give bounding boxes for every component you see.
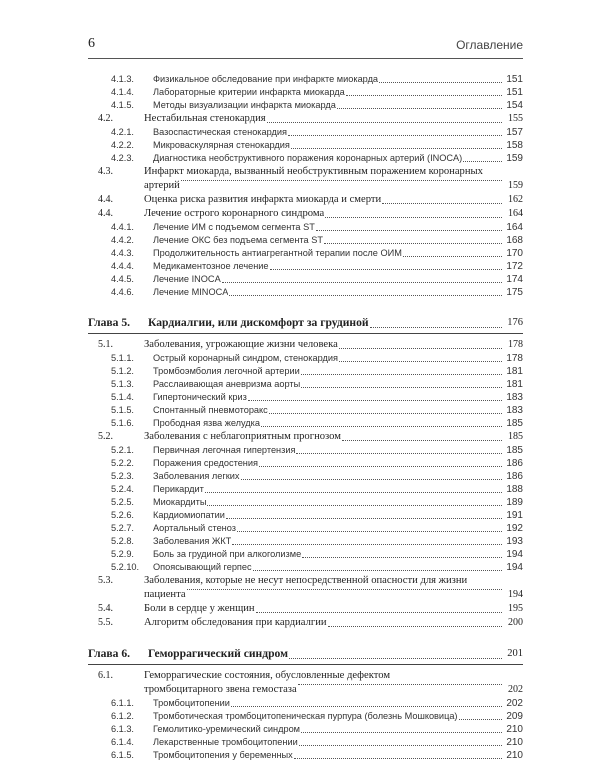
toc-page-number: 186 xyxy=(506,471,523,482)
toc-page-number: 185 xyxy=(506,418,523,429)
leader-dots xyxy=(237,530,502,532)
toc-number: 4.4.3. xyxy=(111,248,134,258)
toc-row xyxy=(88,430,523,444)
toc-page-number: 164 xyxy=(508,208,523,219)
toc-number: 4.4.6. xyxy=(111,287,134,297)
toc-page-number: 188 xyxy=(506,484,523,495)
leader-dots xyxy=(316,229,502,231)
toc-row xyxy=(88,457,523,470)
toc-number: 5.2.8. xyxy=(111,536,134,546)
toc-title: Кардиалгии, или дискомфорт за грудиной xyxy=(148,316,369,329)
toc-row-continued xyxy=(88,179,523,193)
leader-dots xyxy=(261,425,502,427)
toc-number: 4.1.5. xyxy=(111,100,134,110)
toc-subsection xyxy=(88,496,523,509)
toc-row xyxy=(88,522,523,535)
toc-number: 5.2. xyxy=(98,431,113,442)
toc-title: Острый коронарный синдром, стенокардия xyxy=(153,353,338,363)
toc-row xyxy=(88,391,523,404)
toc-number: 5.1.5. xyxy=(111,405,134,415)
toc-number: 5.1.1. xyxy=(111,353,134,363)
leader-dots xyxy=(459,718,503,720)
toc-title-continued: пациента xyxy=(144,589,186,600)
toc-title: Спонтанный пневмоторакс xyxy=(153,405,268,415)
leader-dots xyxy=(270,268,502,270)
toc-title: Лабораторные критерии инфаркта миокарда xyxy=(153,87,345,97)
toc-row xyxy=(88,669,523,683)
leader-dots xyxy=(232,543,502,545)
toc-number: 5.5. xyxy=(98,617,113,628)
toc-number: 6.1.4. xyxy=(111,737,134,747)
toc-page-number: 191 xyxy=(506,510,523,521)
toc-title: Тромботическая тромбоцитопеническая пурпура (болезнь Мошковица) xyxy=(153,711,458,721)
toc-title: Методы визуализации инфаркта миокарда xyxy=(153,100,336,110)
leader-dots xyxy=(325,216,502,218)
chapter-rule xyxy=(88,333,523,334)
toc-row xyxy=(88,697,523,710)
toc-page-number: 194 xyxy=(506,562,523,573)
toc-row xyxy=(88,73,523,86)
toc-page-number: 170 xyxy=(506,248,523,259)
toc-row xyxy=(88,152,523,165)
toc-number: 5.4. xyxy=(98,603,113,614)
toc-row xyxy=(88,723,523,736)
toc-row xyxy=(88,86,523,99)
toc-page-number: 186 xyxy=(506,458,523,469)
toc-title: Физикальное обследование при инфаркте миокарда xyxy=(153,74,379,84)
toc-number: 4.4.1. xyxy=(111,222,134,232)
toc-title: Перикардит xyxy=(153,484,204,494)
toc-row xyxy=(88,247,523,260)
leader-dots xyxy=(259,465,502,467)
leader-dots xyxy=(324,242,502,244)
toc-number: 5.1.2. xyxy=(111,366,134,376)
toc-chapter xyxy=(88,646,523,662)
toc-number: 5.1. xyxy=(98,339,113,350)
toc-title: Медикаментозное лечение xyxy=(153,261,269,271)
toc-row xyxy=(88,470,523,483)
toc-title: Лечение ОКС без подъема сегмента ST xyxy=(153,235,323,245)
toc-subsection xyxy=(88,221,523,234)
toc-page-number: 157 xyxy=(506,127,523,138)
toc-page-number: 176 xyxy=(507,317,523,328)
toc-row xyxy=(88,378,523,391)
leader-dots xyxy=(339,347,502,349)
toc-subsection xyxy=(88,260,523,273)
toc-page-number: 168 xyxy=(506,235,523,246)
toc-title: Первичная легочная гипертензия xyxy=(153,445,296,455)
toc-subsection xyxy=(88,365,523,378)
toc-number: 4.2.1. xyxy=(111,127,134,137)
toc-title: Тромбоэмболия легочной артерии xyxy=(153,366,300,376)
toc-row xyxy=(88,99,523,112)
toc-number: 6.1. xyxy=(98,670,113,681)
toc-page-number: 183 xyxy=(506,405,523,416)
toc-number: Глава 6. xyxy=(88,647,131,660)
toc-number: 4.1.3. xyxy=(111,74,134,84)
toc-number: 6.1.1. xyxy=(111,698,134,708)
toc-row xyxy=(88,548,523,561)
leader-dots xyxy=(302,556,502,558)
toc-section xyxy=(88,338,523,352)
toc-row xyxy=(88,602,523,616)
toc-title-continued: артерий xyxy=(144,180,180,191)
toc-subsection xyxy=(88,470,523,483)
toc-title: Алгоритм обследования при кардиалгии xyxy=(144,617,327,628)
toc-title: Диагностика необструктивного поражения коронарных артерий (INOCA) xyxy=(153,153,463,163)
leader-dots xyxy=(207,504,502,506)
toc-page-number: 183 xyxy=(506,392,523,403)
toc-row xyxy=(88,139,523,152)
toc-subsection xyxy=(88,73,523,86)
leader-dots xyxy=(301,386,502,388)
toc-page-number: 201 xyxy=(507,648,523,659)
chapter-spacer xyxy=(88,299,523,315)
toc-title: Лечение INOCA xyxy=(153,274,221,284)
toc-title: Тромбоцитопения у беременных xyxy=(153,750,293,760)
toc-title: Геморрагический синдром xyxy=(148,647,289,660)
toc-page-number: 175 xyxy=(506,287,523,298)
toc-page-number: 172 xyxy=(506,261,523,272)
leader-dots xyxy=(231,705,502,707)
leader-dots xyxy=(339,360,502,362)
toc-row xyxy=(88,234,523,247)
toc-number: 5.2.3. xyxy=(111,471,134,481)
leader-dots xyxy=(337,107,502,109)
toc-subsection xyxy=(88,139,523,152)
toc-title: Заболевания легких xyxy=(153,471,240,481)
toc-subsection xyxy=(88,457,523,470)
toc-subsection xyxy=(88,509,523,522)
toc-number: 5.2.5. xyxy=(111,497,134,507)
toc-title: Лечение острого коронарного синдрома xyxy=(144,208,325,219)
toc-subsection xyxy=(88,710,523,723)
toc-section xyxy=(88,207,523,221)
toc-number: 5.2.2. xyxy=(111,458,134,468)
toc-page-number: 202 xyxy=(508,684,523,695)
toc-number: 4.4. xyxy=(98,208,113,219)
toc-subsection xyxy=(88,352,523,365)
toc-title: Тромбоцитопении xyxy=(153,698,230,708)
toc-row xyxy=(88,260,523,273)
leader-dots xyxy=(296,452,502,454)
toc-row xyxy=(88,112,523,126)
toc-title: Боли в сердце у женщин xyxy=(144,603,255,614)
toc-subsection xyxy=(88,697,523,710)
toc-subsection xyxy=(88,417,523,430)
toc-title: Лечение MINOCA xyxy=(153,287,229,297)
toc-row xyxy=(88,365,523,378)
toc-number: 5.1.6. xyxy=(111,418,134,428)
leader-dots xyxy=(301,373,502,375)
toc-title: Геморрагические состояния, обусловленные дефектом xyxy=(144,670,391,681)
toc-section xyxy=(88,574,523,602)
toc-page-number: 185 xyxy=(508,431,523,442)
toc-row xyxy=(88,417,523,430)
toc-subsection xyxy=(88,723,523,736)
leader-dots xyxy=(267,121,502,123)
leader-dots xyxy=(289,657,502,659)
page-number: 6 xyxy=(88,36,95,51)
toc-number: 5.2.6. xyxy=(111,510,134,520)
toc-number: 4.2. xyxy=(98,113,113,124)
leader-dots xyxy=(463,160,502,162)
leader-dots xyxy=(298,683,502,685)
toc-title: Нестабильная стенокардия xyxy=(144,113,266,124)
toc-section xyxy=(88,112,523,126)
toc-row-continued xyxy=(88,683,523,697)
toc-row xyxy=(88,535,523,548)
leader-dots xyxy=(181,179,502,181)
toc-section xyxy=(88,193,523,207)
toc-page-number: 202 xyxy=(506,698,523,709)
leader-dots xyxy=(379,81,502,83)
toc-title-continued: тромбоцитарного звена гемостаза xyxy=(144,684,297,695)
chapter-rule xyxy=(88,664,523,665)
toc-title: Расслаивающая аневризма аорты xyxy=(153,379,301,389)
leader-dots xyxy=(370,326,502,328)
leader-dots xyxy=(301,731,502,733)
toc-number: 5.1.4. xyxy=(111,392,134,402)
toc-subsection xyxy=(88,86,523,99)
toc-row xyxy=(88,574,523,588)
leader-dots xyxy=(229,294,502,296)
leader-dots xyxy=(403,255,502,257)
toc-title: Гипертонический криз xyxy=(153,392,247,402)
toc-subsection xyxy=(88,286,523,299)
toc-subsection xyxy=(88,561,523,574)
toc-page-number: 209 xyxy=(506,711,523,722)
toc-title: Лечение ИМ с подъемом сегмента ST xyxy=(153,222,315,232)
toc-page-number: 194 xyxy=(508,589,523,600)
toc-title: Боль за грудиной при алкоголизме xyxy=(153,549,302,559)
page-header xyxy=(88,36,523,59)
toc-subsection xyxy=(88,444,523,457)
toc-subsection xyxy=(88,749,523,762)
toc-title: Кардиомиопатии xyxy=(153,510,225,520)
toc-title: Опоясывающий герпес xyxy=(153,562,252,572)
toc-subsection xyxy=(88,391,523,404)
leader-dots xyxy=(222,281,502,283)
toc-row xyxy=(88,444,523,457)
toc-row xyxy=(88,509,523,522)
toc-row xyxy=(88,561,523,574)
leader-dots xyxy=(342,439,502,441)
leader-dots xyxy=(346,94,502,96)
toc-page-number: 189 xyxy=(506,497,523,508)
toc-page-number: 185 xyxy=(506,445,523,456)
leader-dots xyxy=(269,412,502,414)
toc-page-number: 178 xyxy=(508,339,523,350)
toc-page-number: 200 xyxy=(508,617,523,628)
toc-number: 5.2.4. xyxy=(111,484,134,494)
toc-page-number: 159 xyxy=(508,180,523,191)
leader-dots xyxy=(328,625,502,627)
toc-number: 4.4.4. xyxy=(111,261,134,271)
toc-title: Гемолитико-уремический синдром xyxy=(153,724,300,734)
toc-row xyxy=(88,165,523,179)
toc-title: Миокардиты xyxy=(153,497,207,507)
toc-number: 5.2.7. xyxy=(111,523,134,533)
toc-row xyxy=(88,273,523,286)
toc-page-number: 174 xyxy=(506,274,523,285)
toc-subsection xyxy=(88,404,523,417)
toc-number: 6.1.3. xyxy=(111,724,134,734)
toc-page-number: 159 xyxy=(506,153,523,164)
toc-page-number: 210 xyxy=(506,750,523,761)
leader-dots xyxy=(241,478,503,480)
leader-dots xyxy=(187,588,502,590)
toc-page-number: 162 xyxy=(508,194,523,205)
toc-row xyxy=(88,483,523,496)
toc-title: Инфаркт миокарда, вызванный необструктивным поражением коронарных xyxy=(144,166,483,177)
running-title: Оглавление xyxy=(456,38,523,52)
toc-number: 4.3. xyxy=(98,166,113,177)
toc-row xyxy=(88,207,523,221)
toc-row xyxy=(88,126,523,139)
toc-subsection xyxy=(88,99,523,112)
toc-page-number: 181 xyxy=(506,366,523,377)
toc-title: Микроваскулярная стенокардия xyxy=(153,140,290,150)
toc-title: Поражения средостения xyxy=(153,458,258,468)
toc-subsection xyxy=(88,126,523,139)
leader-dots xyxy=(291,147,502,149)
toc-section xyxy=(88,165,523,193)
toc-title: Заболевания, угрожающие жизни человека xyxy=(144,339,338,350)
toc-subsection xyxy=(88,548,523,561)
leader-dots xyxy=(294,757,502,759)
toc-number: 5.2.1. xyxy=(111,445,134,455)
toc-title: Лекарственные тромбоцитопении xyxy=(153,737,298,747)
toc-page-number: 164 xyxy=(506,222,523,233)
toc-row xyxy=(88,404,523,417)
toc-subsection xyxy=(88,152,523,165)
toc-page-number: 158 xyxy=(506,140,523,151)
toc-row-continued xyxy=(88,588,523,602)
toc-row xyxy=(88,193,523,207)
leader-dots xyxy=(288,134,502,136)
table-of-contents xyxy=(88,73,523,762)
toc-page-number: 151 xyxy=(506,74,523,85)
leader-dots xyxy=(248,399,502,401)
toc-page-number: 193 xyxy=(506,536,523,547)
toc-title: Продолжительность антиагрегантной терапии после ОИМ xyxy=(153,248,402,258)
toc-number: 5.1.3. xyxy=(111,379,134,389)
toc-page-number: 194 xyxy=(506,549,523,560)
toc-subsection xyxy=(88,378,523,391)
toc-number: Глава 5. xyxy=(88,316,131,329)
toc-page-number: 151 xyxy=(506,87,523,98)
toc-chapter xyxy=(88,315,523,331)
toc-section xyxy=(88,669,523,697)
toc-title: Прободная язва желудка xyxy=(153,418,260,428)
toc-page-number: 210 xyxy=(506,737,523,748)
toc-page-number: 192 xyxy=(506,523,523,534)
toc-subsection xyxy=(88,483,523,496)
toc-title: Заболевания, которые не несут непосредственной опасности для жизни xyxy=(144,575,468,586)
toc-row xyxy=(88,646,523,662)
toc-row xyxy=(88,749,523,762)
toc-page-number: 210 xyxy=(506,724,523,735)
leader-dots xyxy=(226,517,502,519)
toc-number: 5.2.10. xyxy=(111,562,140,572)
leader-dots xyxy=(382,202,502,204)
toc-title: Вазоспастическая стенокардия xyxy=(153,127,288,137)
toc-number: 4.4.2. xyxy=(111,235,134,245)
chapter-spacer xyxy=(88,630,523,646)
toc-row xyxy=(88,736,523,749)
toc-title: Заболевания с неблагоприятным прогнозом xyxy=(144,431,341,442)
toc-subsection xyxy=(88,247,523,260)
leader-dots xyxy=(256,611,502,613)
toc-row xyxy=(88,315,523,331)
leader-dots xyxy=(299,744,502,746)
toc-page-number: 155 xyxy=(508,113,523,124)
toc-row xyxy=(88,286,523,299)
toc-page-number: 154 xyxy=(506,100,523,111)
toc-subsection xyxy=(88,535,523,548)
toc-number: 6.1.2. xyxy=(111,711,134,721)
toc-number: 4.4.5. xyxy=(111,274,134,284)
toc-number: 4.2.3. xyxy=(111,153,134,163)
toc-number: 4.4. xyxy=(98,194,113,205)
toc-title: Аортальный стеноз xyxy=(153,523,236,533)
toc-page-number: 178 xyxy=(506,353,523,364)
toc-title: Оценка риска развития инфаркта миокарда и смерти xyxy=(144,194,382,205)
toc-subsection xyxy=(88,273,523,286)
toc-row xyxy=(88,496,523,509)
toc-section xyxy=(88,602,523,616)
leader-dots xyxy=(253,569,502,571)
toc-number: 6.1.5. xyxy=(111,750,134,760)
toc-number: 4.1.4. xyxy=(111,87,134,97)
toc-subsection xyxy=(88,736,523,749)
toc-row xyxy=(88,352,523,365)
toc-page-number: 195 xyxy=(508,603,523,614)
toc-row xyxy=(88,710,523,723)
toc-number: 4.2.2. xyxy=(111,140,134,150)
toc-section xyxy=(88,616,523,630)
toc-row xyxy=(88,338,523,352)
toc-section xyxy=(88,430,523,444)
toc-row xyxy=(88,221,523,234)
toc-number: 5.3. xyxy=(98,575,113,586)
toc-row xyxy=(88,616,523,630)
toc-subsection xyxy=(88,234,523,247)
toc-title: Заболевания ЖКТ xyxy=(153,536,232,546)
toc-page-number: 181 xyxy=(506,379,523,390)
toc-subsection xyxy=(88,522,523,535)
toc-number: 5.2.9. xyxy=(111,549,134,559)
leader-dots xyxy=(205,491,502,493)
